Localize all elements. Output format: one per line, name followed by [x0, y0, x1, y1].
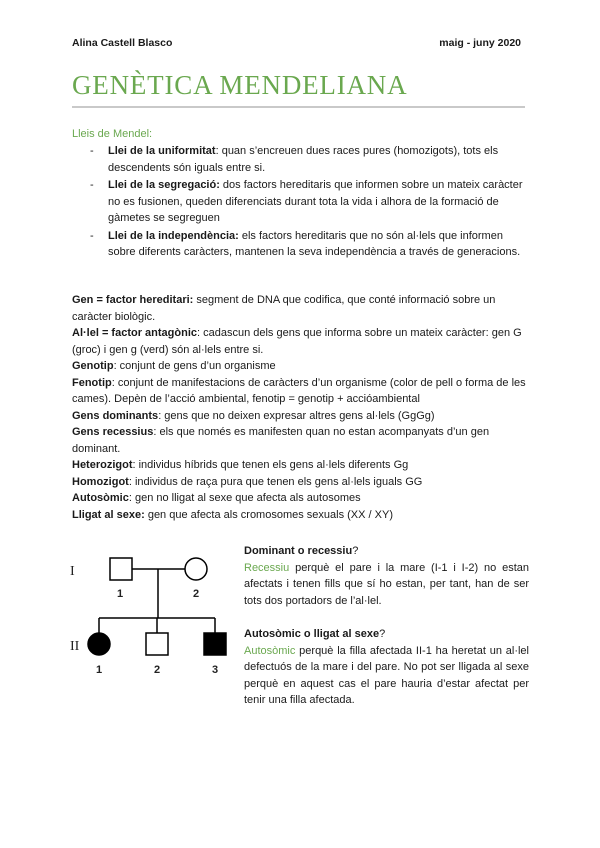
gen1-number-2: 2: [192, 588, 200, 600]
law-item-segregation: [90, 177, 526, 227]
pedigree-diagram: [68, 545, 238, 685]
list-dash: -: [90, 179, 94, 191]
question-mark: ?: [352, 545, 359, 557]
question-heading: [244, 626, 529, 643]
gen2-number-1: 1: [95, 664, 103, 676]
law-term: Llei de la segregació:: [108, 179, 220, 191]
generation-label-ii: II: [70, 639, 80, 654]
law-term: Llei de la independència:: [108, 229, 239, 242]
definition-text: : gens que no deixen expresar altres gens al·lels (GgGg): [158, 409, 435, 422]
gen2-number-2: 2: [153, 664, 161, 676]
page-title: GENÈTICA MENDELIANA: [72, 70, 408, 100]
question-text: Autosòmic o lligat al sexe: [244, 628, 380, 640]
definition-allel: [72, 325, 528, 358]
definition-text: : gen no lligat al sexe que afecta als autosomes: [128, 492, 361, 504]
title-divider: [72, 106, 525, 108]
law-item-independence: [90, 228, 526, 261]
answer-text: [244, 643, 529, 709]
law-term-sep: :: [215, 145, 219, 157]
gen2-unaffected-son-square: [146, 633, 168, 655]
definition-autosomic: [72, 490, 528, 507]
definition-homozigot: [72, 474, 528, 491]
list-dash: -: [90, 229, 94, 242]
question-heading: [244, 543, 529, 560]
definition-recessius: [72, 424, 528, 457]
definition-term: Gens recessius: [72, 426, 154, 438]
definition-term: Autosòmic: [72, 492, 129, 504]
law-term: Llei de la uniformitat: [108, 145, 216, 157]
law-item-uniformity: [90, 143, 526, 176]
question-block-dominance: [244, 543, 529, 609]
definition-gen: [72, 292, 528, 325]
definition-term: Gens dominants: [72, 409, 159, 422]
answer-rest: perquè la filla afectada II-1 ha heretat un al·lel defectuós de la mare i del pare. No pot ser lligada al sexe perquè en aquest cas el pare hauria d’estar afectat per tenir una filla afectada.: [244, 644, 529, 706]
definition-term: Gen = factor hereditari:: [72, 294, 194, 306]
question-block-inheritance: [244, 626, 529, 709]
definition-text: : cadascun dels gens que informa sobre un mateix caràcter: gen G (groc) i gen g (verd) són al·lels entre si.: [72, 327, 522, 356]
definition-dominants: [72, 408, 528, 425]
definition-text: : conjunt de manifestacions de caràcters d’un organisme (color de pell o forma de les cames). Depèn de l’acció ambiental, fenotip = genotip + accióambiental: [72, 376, 526, 405]
definition-text: : individus híbrids que tenen els gens al·lels diferents Gg: [132, 459, 409, 471]
header-author: Alina Castell Blasco: [72, 37, 173, 49]
answer-key: Recessiu: [244, 561, 290, 574]
definition-term: Heterozigot: [72, 459, 133, 471]
gen2-number-3: 3: [211, 664, 219, 676]
definition-text: gen que afecta als cromosomes sexuals (XX / XY): [144, 508, 393, 521]
question-mark: ?: [379, 628, 386, 640]
header-date: maig - juny 2020: [439, 37, 521, 49]
gen2-affected-son-square: [204, 633, 226, 655]
definition-genotip: [72, 358, 528, 375]
definition-heterozigot: [72, 457, 528, 474]
definition-text: : els que només es manifesten quan no estan acompanyats d’un gen dominant.: [72, 426, 490, 455]
answer-text: [244, 560, 529, 610]
definition-term: Genotip: [72, 360, 114, 372]
answer-rest: perquè el pare i la mare (I-1 i I-2) no estan afectats i tenen fills que sí ho estan, per tant, han de ser tots dos portadors de l’al·lel.: [244, 561, 529, 607]
definition-lligat: [72, 507, 528, 524]
laws-list: [90, 143, 526, 262]
definition-term: Al·lel = factor antagònic: [72, 327, 197, 339]
law-text: dos factors hereditaris que informen sobre un mateix caràcter no es fusionen, queden diferenciats durant tota la vida i alhora de la formació de gàmetes se segreguen: [108, 179, 523, 224]
definition-term: Lligat al sexe:: [72, 508, 145, 521]
gen1-father-square: [110, 558, 132, 580]
gen2-affected-daughter-circle: [88, 633, 110, 655]
question-text: Dominant o recessiu: [244, 545, 353, 557]
definition-text: segment de DNA que codifica, que conté informació sobre un caràcter biològic.: [72, 294, 496, 323]
law-text: els factors hereditaris que no són al·lels que informen sobre diferents caràcters, mantenen la seva independència a través de generacions.: [108, 229, 521, 258]
definition-text: : individus de raça pura que tenen els gens al·lels iguals GG: [128, 475, 423, 488]
gen1-mother-circle: [185, 558, 207, 580]
generation-label-i: I: [70, 564, 75, 579]
definition-text: : conjunt de gens d’un organisme: [113, 360, 276, 372]
answer-key: Autosòmic: [244, 644, 296, 657]
list-dash: -: [90, 145, 94, 157]
definition-term: Fenotip: [72, 376, 112, 389]
gen1-number-1: 1: [116, 588, 124, 600]
definition-fenotip: [72, 375, 528, 408]
law-text: quan s’encreuen dues races pures (homozigots), tots els descendents són iguals entre si.: [108, 145, 499, 174]
laws-heading: Lleis de Mendel:: [72, 128, 153, 140]
definition-term: Homozigot: [72, 475, 129, 488]
definitions-list: [72, 292, 528, 523]
